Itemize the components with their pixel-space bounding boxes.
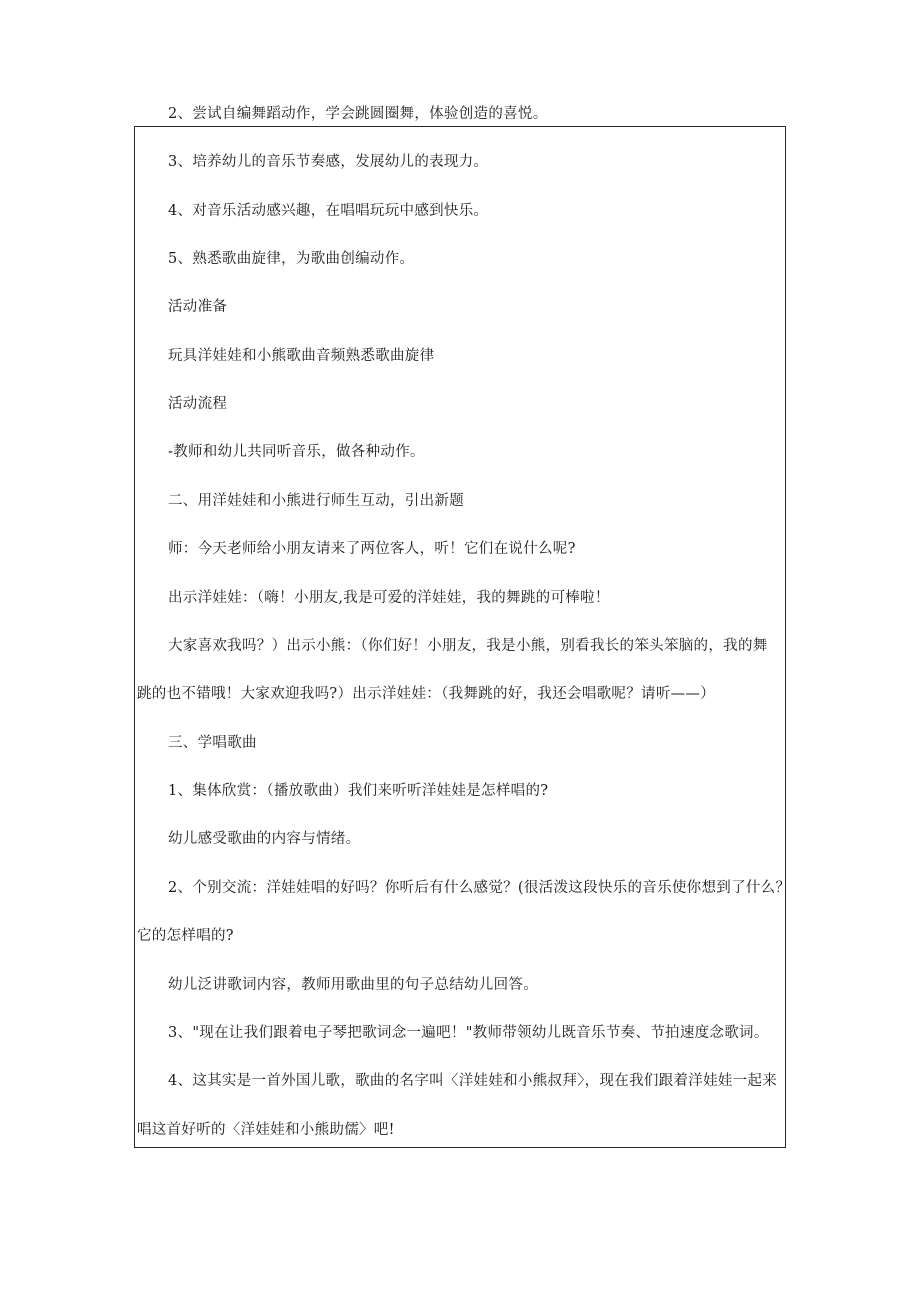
paragraph-step-1: -教师和幼儿共同听音乐，做各种动作。: [168, 444, 425, 460]
paragraph-goal-2: 2、尝试自编舞蹈动作，学会跳圆圈舞，体验创造的喜悦。: [168, 106, 548, 122]
paragraph-goal-3: 3、培养幼儿的音乐节奏感，发展幼儿的表现力。: [168, 154, 489, 170]
section-heading-step-2: 二、用洋娃娃和小熊进行师生互动，引出新题: [168, 493, 464, 509]
paragraph-goal-4: 4、对音乐活动感兴趣，在唱唱玩玩中感到快乐。: [168, 203, 489, 219]
paragraph-bear-line: 大家喜欢我吗？）出示小熊：（你们好！小朋友，我是小熊，别看我长的笨头笨脑的，我的舞: [168, 638, 768, 654]
paragraph-listen: 1、集体欣赏：（播放歌曲）我们来听听洋娃娃是怎样唱的?: [168, 783, 549, 799]
paragraph-foreign-song: 4、这其实是一首外国儿歌，歌曲的名字叫〈洋娃娃和小熊叔拜〉，现在我们跟着洋娃娃一起来: [168, 1073, 778, 1089]
section-heading-preparation: 活动准备: [168, 299, 228, 315]
paragraph-foreign-song-cont: 唱这首好听的〈洋娃娃和小熊助儒〉吧!: [137, 1122, 395, 1138]
section-heading-process: 活动流程: [168, 396, 228, 412]
paragraph-feel: 幼儿感受歌曲的内容与情绪。: [168, 831, 361, 847]
paragraph-doll-line: 出示洋娃娃：（嗨！小朋友,我是可爱的洋娃娃，我的舞跳的可棒啦！: [168, 590, 610, 606]
paragraph-bear-line-cont: 跳的也不错哦！大家欢迎我吗?）出示洋娃娃：（我舞跳的好，我还会唱歌呢？请听——）: [137, 686, 716, 702]
paragraph-exchange-cont: 它的怎样唱的?: [137, 928, 234, 944]
paragraph-exchange: 2、个别交流：洋娃娃唱的好吗？你听后有什么感觉？(很活泼这段快乐的音乐使你想到了什么？: [168, 880, 791, 896]
paragraph-lyrics-summary: 幼儿泛讲歌词内容，教师用歌曲里的句子总结幼儿回答。: [168, 977, 538, 993]
paragraph-recite: 3、"现在让我们跟着电子琴把歌词念一遍吧！"教师带领幼儿既音乐节奏、节拍速度念歌词。: [168, 1025, 769, 1041]
paragraph-preparation: 玩具洋娃娃和小熊歌曲音频熟悉歌曲旋律: [168, 348, 435, 364]
paragraph-teacher-line: 师：今天老师给小朋友请来了两位客人，听！它们在说什么呢?: [168, 541, 576, 557]
paragraph-goal-5: 5、熟悉歌曲旋律，为歌曲创编动作。: [168, 251, 415, 267]
section-heading-step-3: 三、学唱歌曲: [168, 735, 257, 751]
